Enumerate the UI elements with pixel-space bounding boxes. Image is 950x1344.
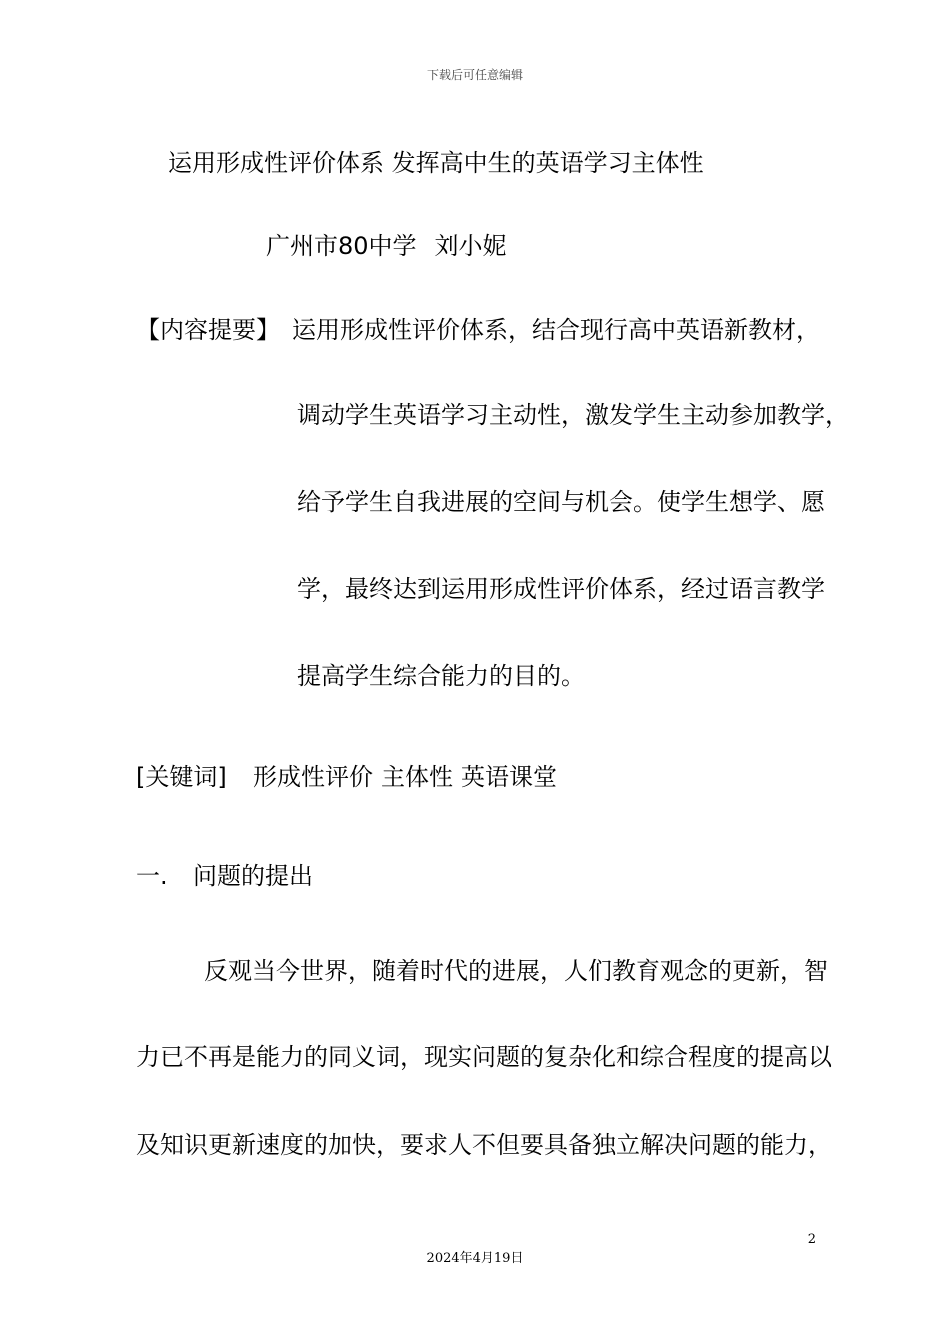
abstract-line: 运用形成性评价体系，结合现行高中英语新教材， (292, 316, 820, 344)
abstract-line: 给予学生自我进展的空间与机会。使学生想学、愿 (297, 488, 825, 516)
author-line (266, 231, 507, 261)
document-title: 运用形成性评价体系 发挥高中生的英语学习主体性 (168, 149, 704, 177)
abstract-label: 【内容提要】 (136, 316, 280, 344)
header-note: 下载后可任意编辑 (426, 68, 523, 82)
keyword: 英语课堂 (461, 763, 557, 791)
paragraph-line: 及知识更新速度的加快，要求人不但要具备独立解决问题的能力， (136, 1131, 832, 1159)
paragraph-line: 力已不再是能力的同义词，现实问题的复杂化和综合程度的提高以 (136, 1043, 832, 1071)
abstract-line: 提高学生综合能力的目的。 (297, 662, 585, 690)
author-name: 刘小妮 (434, 232, 507, 260)
abstract-line: 学，最终达到运用形成性评价体系，经过语言教学 (297, 575, 825, 603)
keyword: 形成性评价 (253, 763, 373, 791)
section-number: 一. (136, 862, 168, 890)
author-school: 广州市80中学 (266, 232, 417, 260)
section-title: 问题的提出 (193, 862, 313, 890)
paragraph-line: 反观当今世界，随着时代的进展，人们教育观念的更新，智 (204, 957, 828, 985)
keywords-list (253, 762, 557, 792)
keyword: 主体性 (381, 763, 453, 791)
abstract-line: 调动学生英语学习主动性，激发学生主动参加教学， (297, 401, 849, 429)
page-number: 2 (807, 1232, 816, 1247)
keywords-label: [关键词] (136, 763, 227, 791)
footer-date: 2024年4月19日 (426, 1251, 524, 1266)
